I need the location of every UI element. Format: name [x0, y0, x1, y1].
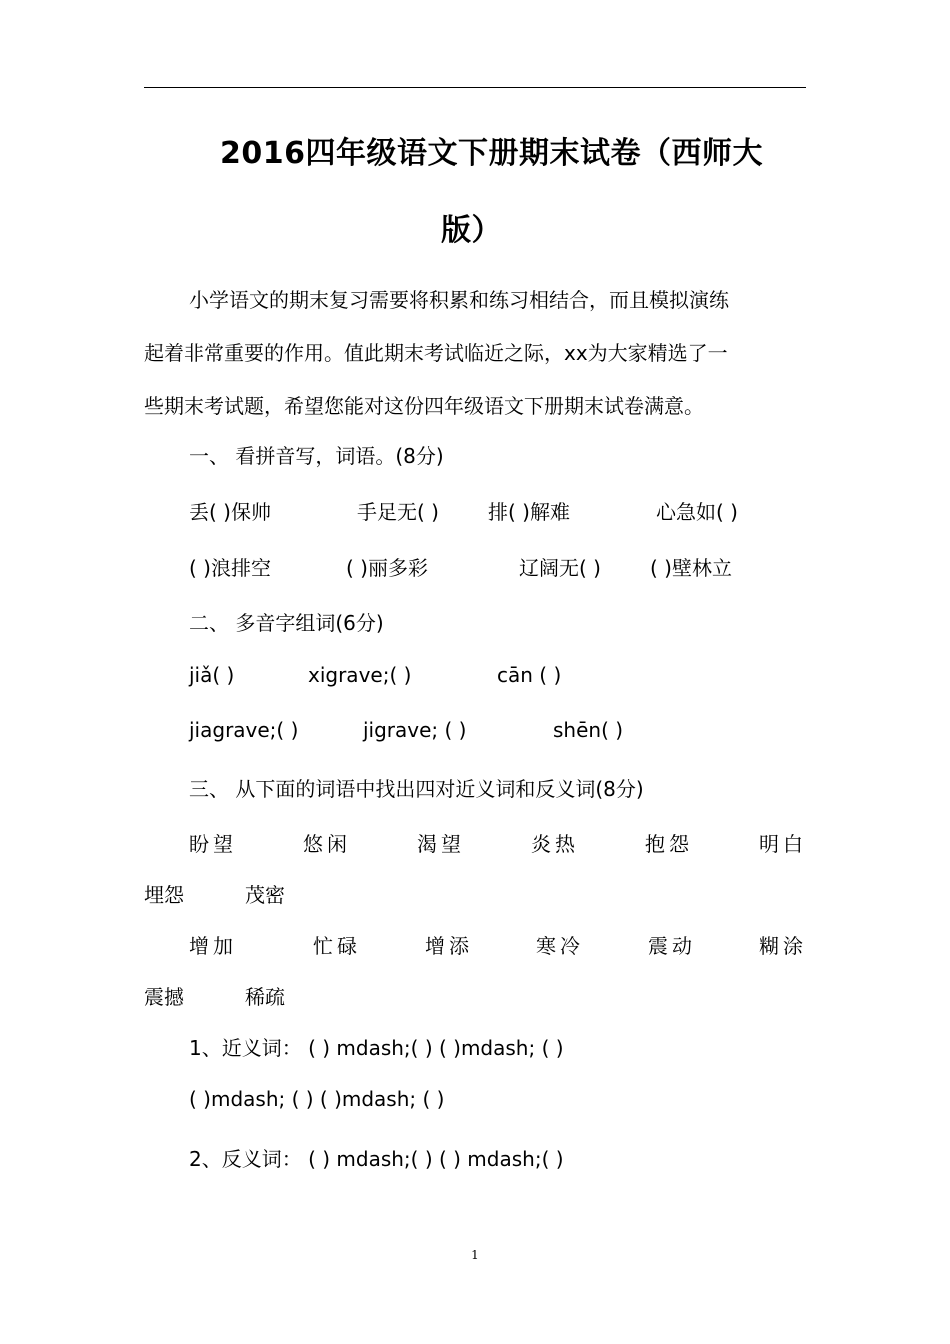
- blank-item: ( )浪排空: [189, 556, 271, 580]
- word-item: 增加: [189, 934, 237, 958]
- antonym-line-1: 2、反义词： ( ) mdash;( ) ( ) mdash;( ): [189, 1147, 564, 1171]
- word-item: 渴望: [417, 832, 465, 856]
- header-rule: [144, 87, 806, 88]
- polyphone-item: xigrave;( ): [308, 663, 412, 687]
- word-item: 埋怨: [144, 883, 184, 907]
- word-item: 忙碌: [313, 934, 361, 958]
- blank-item: ( )丽多彩: [346, 556, 428, 580]
- blank-item: 辽阔无( ): [519, 556, 601, 580]
- polyphone-item: cān ( ): [497, 663, 562, 687]
- word-item: 增添: [425, 934, 473, 958]
- blank-item: 丢( )保帅: [189, 500, 271, 524]
- word-item: 明白: [759, 832, 807, 856]
- intro-line-3: 些期末考试题，希望您能对这份四年级语文下册期末试卷满意。: [144, 394, 704, 418]
- section2-heading: 二、 多音字组词(6分): [189, 611, 384, 635]
- section3-heading: 三、 从下面的词语中找出四对近义词和反义词(8分): [189, 777, 644, 801]
- word-item: 稀疏: [245, 985, 285, 1009]
- title-line-2: 版）: [441, 213, 502, 248]
- word-item: 炎热: [531, 832, 579, 856]
- intro-line-2: 起着非常重要的作用。值此期末考试临近之际，xx为大家精选了一: [144, 341, 728, 365]
- blank-item: 排( )解难: [488, 500, 570, 524]
- blank-item: 心急如( ): [656, 500, 738, 524]
- section1-heading: 一、 看拼音写，词语。(8分): [189, 444, 444, 468]
- intro-line-1: 小学语文的期末复习需要将积累和练习相结合，而且模拟演练: [189, 288, 729, 312]
- word-item: 震动: [648, 934, 696, 958]
- word-item: 悠闲: [303, 832, 351, 856]
- page-number: 1: [471, 1248, 479, 1262]
- word-item: 抱怨: [645, 832, 693, 856]
- word-item: 震撼: [144, 985, 184, 1009]
- synonym-line-2: ( )mdash; ( ) ( )mdash; ( ): [189, 1087, 445, 1111]
- polyphone-item: jiǎ( ): [189, 663, 235, 687]
- polyphone-item: jiagrave;( ): [189, 718, 299, 742]
- blank-item: 手足无( ): [357, 500, 439, 524]
- blank-item: ( )壁林立: [650, 556, 732, 580]
- word-item: 茂密: [245, 883, 285, 907]
- polyphone-item: jigrave; ( ): [363, 718, 467, 742]
- word-item: 寒冷: [536, 934, 584, 958]
- word-item: 糊涂: [759, 934, 807, 958]
- title-line-1: 2016四年级语文下册期末试卷（西师大: [220, 136, 763, 171]
- polyphone-item: shēn( ): [553, 718, 624, 742]
- word-item: 盼望: [189, 832, 237, 856]
- synonym-line-1: 1、近义词： ( ) mdash;( ) ( )mdash; ( ): [189, 1036, 564, 1060]
